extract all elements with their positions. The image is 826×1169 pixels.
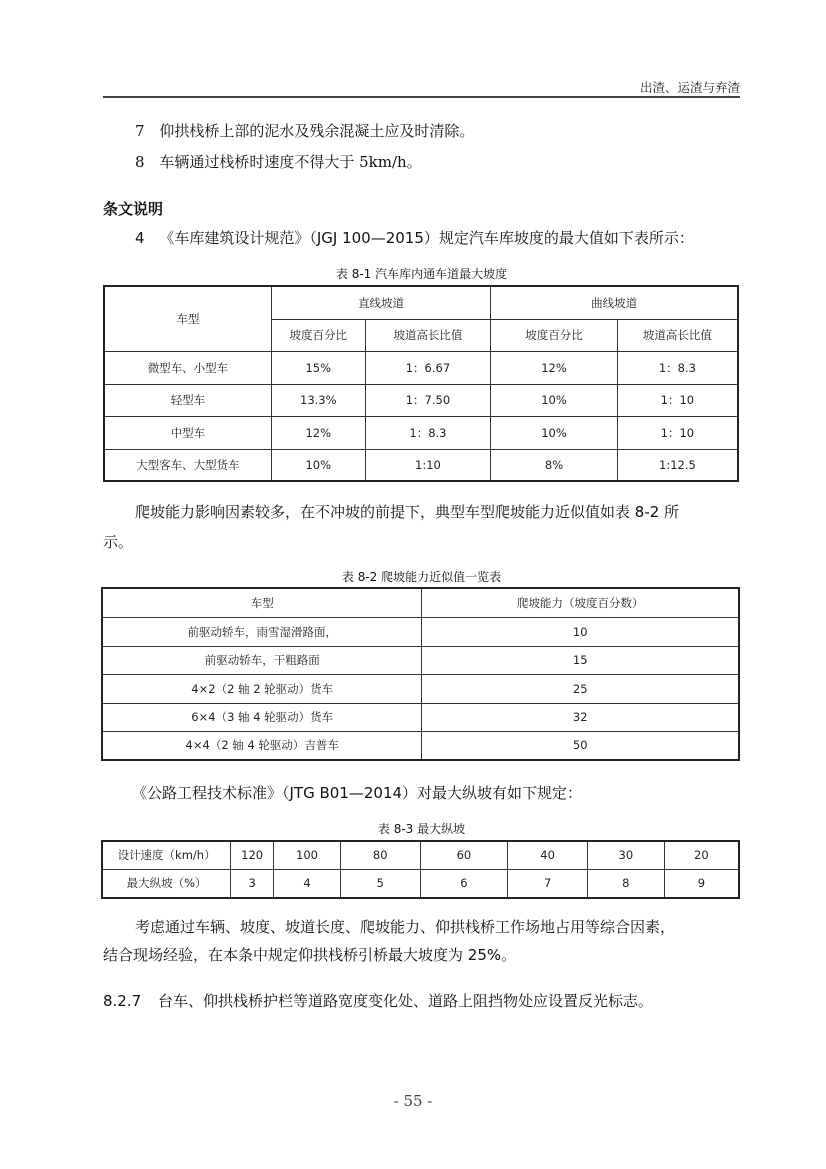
paragraph-text: 《车库建筑设计规范》（JGJ 100—2015）规定汽车库坡度的最大值如下表所示： [159, 229, 694, 247]
table-8-3 [101, 840, 740, 899]
table-8-1 [103, 285, 739, 482]
clause-number: 8.2.7 [103, 992, 142, 1010]
cell: 微型车、小型车 [104, 351, 271, 384]
cell: 6×4（3 轴 4 轮驱动）货车 [102, 703, 422, 731]
paragraph-climbing-line2: 示。 [103, 533, 134, 551]
cell: 1:12.5 [617, 449, 738, 481]
cell: 12% [271, 416, 365, 449]
item-7 [135, 121, 474, 141]
row-label: 最大纵坡（%） [102, 869, 231, 898]
table-row [104, 449, 738, 481]
cell: 中型车 [104, 416, 271, 449]
paragraph-conclusion-line2: 结合现场经验，在本条中规定仰拱栈桥引桥最大坡度为 25%。 [103, 946, 517, 964]
paragraph-conclusion-line1: 考虑通过车辆、坡度、坡道长度、爬坡能力、仰拱栈桥工作场地占用等综合因素， [135, 918, 676, 936]
cell: 20 [664, 841, 739, 869]
paragraph-climbing-line1: 爬坡能力影响因素较多，在不冲坡的前提下，典型车型爬坡能力近似值如表 8-2 所 [135, 503, 680, 521]
header-vehicle: 车型 [102, 588, 422, 617]
cell: 前驱动轿车，干粗路面 [102, 646, 422, 674]
cell: 120 [231, 841, 274, 869]
cell: 32 [422, 703, 739, 731]
clause-text: 台车、仰拱栈桥护栏等道路宽度变化处、道路上阻挡物处应设置反光标志。 [157, 992, 653, 1010]
table-row [104, 384, 738, 416]
cell: 10% [491, 416, 618, 449]
table-row [102, 646, 739, 674]
table-row [104, 351, 738, 384]
cell: 15% [271, 351, 365, 384]
page-number: - 55 - [393, 1092, 433, 1110]
cell: 10 [422, 617, 739, 646]
cell: 6 [420, 869, 508, 898]
header-vehicle: 车型 [104, 286, 271, 351]
cell: 8% [491, 449, 618, 481]
header-straight-ramp: 直线坡道 [271, 286, 490, 319]
table-row [104, 416, 738, 449]
table-row-speed [102, 841, 739, 869]
item-text: 仰拱栈桥上部的泥水及残余混凝土应及时清除。 [159, 122, 475, 140]
paragraph-4 [135, 228, 694, 248]
paragraph-highway-standard: 《公路工程技术标准》（JTG B01—2014）对最大纵坡有如下规定： [132, 784, 583, 802]
cell: 30 [587, 841, 664, 869]
cell: 80 [340, 841, 420, 869]
cell: 4×2（2 轴 2 轮驱动）货车 [102, 674, 422, 703]
cell: 10% [271, 449, 365, 481]
cell: 1：7.50 [365, 384, 491, 416]
table-row-grade [102, 869, 739, 898]
table-row [102, 703, 739, 731]
item-number: 7 [135, 122, 145, 140]
cell: 13.3% [271, 384, 365, 416]
item-text: 车辆通过栈桥时速度不得大于 5km/h。 [159, 153, 422, 171]
subheader-ratio: 坡道高长比值 [365, 319, 491, 351]
cell: 4×4（2 轴 4 轮驱动）吉普车 [102, 731, 422, 760]
cell: 大型客车、大型货车 [104, 449, 271, 481]
cell: 1：6.67 [365, 351, 491, 384]
cell: 前驱动轿车，雨雪湿滑路面， [102, 617, 422, 646]
clause-8-2-7 [103, 991, 653, 1011]
cell: 1：10 [617, 416, 738, 449]
cell: 1：8.3 [617, 351, 738, 384]
cell: 轻型车 [104, 384, 271, 416]
cell: 15 [422, 646, 739, 674]
cell: 1：8.3 [365, 416, 491, 449]
header-rule [103, 96, 740, 98]
table-8-2-caption: 表 8-2 爬坡能力近似值一览表 [341, 570, 502, 584]
subheader-percent: 坡度百分比 [271, 319, 365, 351]
cell: 8 [587, 869, 664, 898]
paragraph-number: 4 [135, 229, 145, 247]
header-climbing-ability: 爬坡能力（坡度百分数） [422, 588, 739, 617]
item-number: 8 [135, 153, 145, 171]
cell: 12% [491, 351, 618, 384]
cell: 1：10 [617, 384, 738, 416]
cell: 40 [508, 841, 588, 869]
header-curved-ramp: 曲线坡道 [491, 286, 738, 319]
table-row [102, 731, 739, 760]
table-row [102, 674, 739, 703]
table-row [102, 617, 739, 646]
section-title: 条文说明 [103, 200, 164, 218]
cell: 100 [274, 841, 341, 869]
table-8-2 [101, 587, 740, 761]
table-8-1-caption: 表 8-1 汽车库内通车道最大坡度 [335, 267, 508, 281]
subheader-ratio: 坡道高长比值 [617, 319, 738, 351]
cell: 5 [340, 869, 420, 898]
cell: 3 [231, 869, 274, 898]
cell: 1:10 [365, 449, 491, 481]
item-8 [135, 152, 422, 172]
subheader-percent: 坡度百分比 [491, 319, 618, 351]
cell: 9 [664, 869, 739, 898]
table-8-3-caption: 表 8-3 最大纵坡 [377, 822, 466, 836]
row-label: 设计速度（km/h） [102, 841, 231, 869]
cell: 4 [274, 869, 341, 898]
cell: 50 [422, 731, 739, 760]
cell: 10% [491, 384, 618, 416]
cell: 60 [420, 841, 508, 869]
cell: 25 [422, 674, 739, 703]
cell: 7 [508, 869, 588, 898]
running-header: 出渣、运渣与弃渣 [639, 80, 740, 95]
